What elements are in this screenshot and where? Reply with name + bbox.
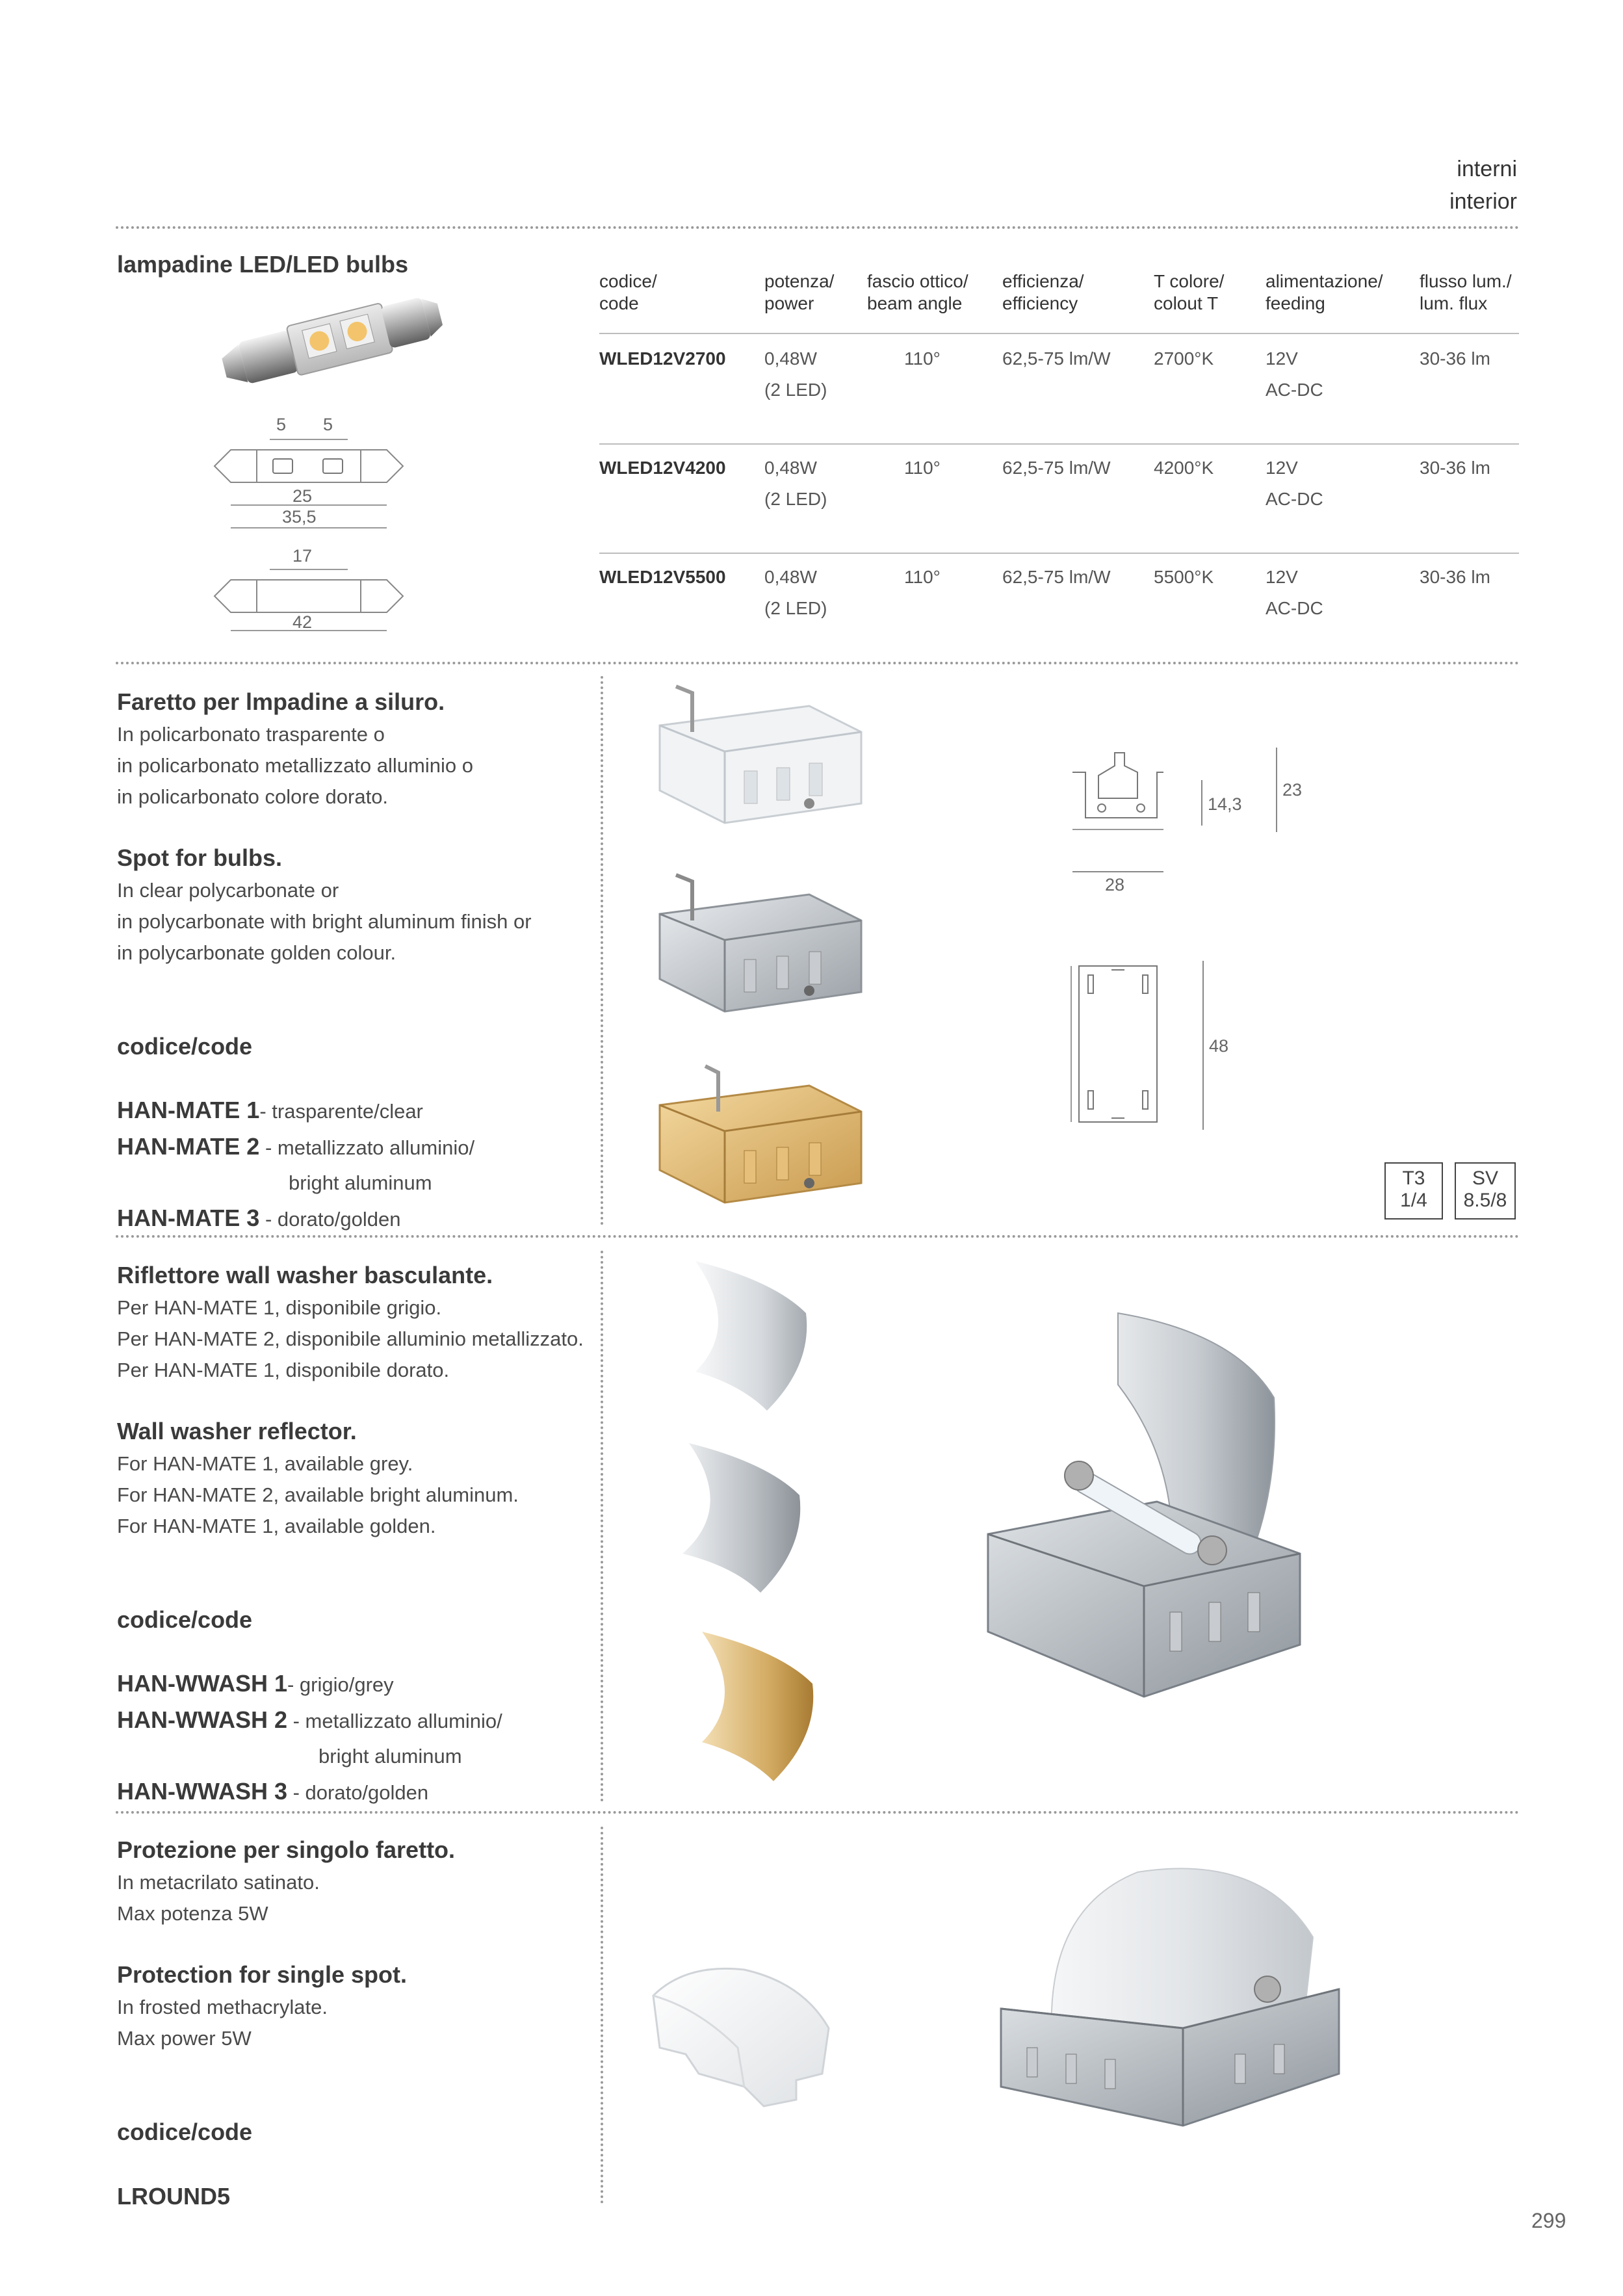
assembled-washer-image bbox=[975, 1307, 1313, 1710]
row-efficiency: 62,5-75 lm/W bbox=[1002, 458, 1111, 478]
dim-14-3: 14,3 bbox=[1208, 794, 1242, 814]
washer-title-en: Wall washer reflector. bbox=[117, 1418, 357, 1444]
code-entry: HAN-MATE 2 - metallizzato alluminio/ bbox=[117, 1133, 475, 1160]
code-entry: HAN-WWASH 3 - dorato/golden bbox=[117, 1778, 429, 1805]
divider bbox=[116, 226, 1520, 229]
section-label-en: interior bbox=[1449, 189, 1517, 214]
socket-badge-t3: T3 1/4 bbox=[1384, 1162, 1443, 1220]
table-rule bbox=[599, 443, 1519, 445]
protection-code-label: codice/code bbox=[117, 2119, 253, 2145]
dim-48: 48 bbox=[1209, 1036, 1229, 1056]
page-number: 299 bbox=[1531, 2209, 1566, 2232]
col-header-color-temp: T colore/ colout T bbox=[1154, 271, 1225, 313]
holder-front-drawing bbox=[1066, 746, 1170, 844]
row-flux: 30-36 lm bbox=[1420, 567, 1490, 587]
table-row bbox=[0, 343, 1623, 415]
bulbs-title: lampadine LED/LED bulbs bbox=[117, 251, 409, 278]
table-rule bbox=[599, 553, 1519, 554]
code-entry: bright aluminum bbox=[289, 1171, 432, 1194]
row-flux: 30-36 lm bbox=[1420, 458, 1490, 478]
protection-cover-image bbox=[647, 1957, 842, 2119]
row-feeding: 12V AC-DC bbox=[1266, 458, 1323, 509]
col-header-code: codice/ code bbox=[599, 271, 657, 313]
divider bbox=[116, 662, 1520, 664]
spot-title-en: Spot for bulbs. bbox=[117, 844, 282, 871]
holder-golden-image bbox=[647, 1053, 874, 1209]
spot-title-it: Faretto per lmpadine a siluro. bbox=[117, 688, 445, 715]
row-beam: 110° bbox=[904, 348, 941, 369]
dim-5b: 5 bbox=[323, 415, 333, 434]
dim-5a: 5 bbox=[276, 415, 287, 434]
row-code: WLED12V2700 bbox=[599, 348, 726, 369]
col-header-feeding: alimentazione/ feeding bbox=[1266, 271, 1383, 313]
holder-aluminum-image bbox=[647, 868, 874, 1018]
protection-body-it: In metacrilato satinato. Max potenza 5W bbox=[117, 1871, 320, 1925]
dim-line bbox=[1072, 871, 1163, 872]
holder-top-drawing bbox=[1066, 961, 1170, 1130]
dim-28: 28 bbox=[1105, 875, 1125, 894]
code-entry: HAN-MATE 3 - dorato/golden bbox=[117, 1205, 401, 1231]
row-color-temp: 2700°K bbox=[1154, 348, 1214, 369]
row-power: 0,48W (2 LED) bbox=[764, 458, 827, 509]
washer-body-en: For HAN-MATE 1, available grey. For HAN-MATE 2, available bright aluminum. For HAN-MATE 1, available golden. bbox=[117, 1452, 519, 1537]
reflector-aluminum-image bbox=[663, 1437, 819, 1599]
row-feeding: 12V AC-DC bbox=[1266, 567, 1323, 618]
dim-25: 25 bbox=[292, 486, 313, 506]
washer-code-label: codice/code bbox=[117, 1606, 253, 1633]
section-label-it: interni bbox=[1457, 157, 1517, 181]
col-header-efficiency: efficienza/ efficiency bbox=[1002, 271, 1084, 313]
row-beam: 110° bbox=[904, 567, 941, 587]
spot-body-en: In clear polycarbonate or in polycarbonate with bright aluminum finish or in polycarbonate golden colour. bbox=[117, 879, 532, 964]
vertical-divider bbox=[601, 676, 603, 1225]
spot-code-label: codice/code bbox=[117, 1033, 253, 1060]
code-entry: HAN-MATE 1- trasparente/clear bbox=[117, 1097, 423, 1123]
row-color-temp: 5500°K bbox=[1154, 567, 1214, 587]
spot-code-list bbox=[117, 1095, 474, 1239]
vertical-divider bbox=[601, 1827, 603, 2204]
dim-42: 42 bbox=[292, 612, 313, 632]
row-flux: 30-36 lm bbox=[1420, 348, 1490, 369]
divider bbox=[116, 1811, 1520, 1814]
row-efficiency: 62,5-75 lm/W bbox=[1002, 567, 1111, 587]
protection-title-it: Protezione per singolo faretto. bbox=[117, 1836, 456, 1863]
dim-17: 17 bbox=[292, 546, 313, 566]
col-header-power: potenza/ power bbox=[764, 271, 835, 313]
holder-clear-image bbox=[647, 680, 874, 829]
divider bbox=[116, 1235, 1520, 1238]
dim-line bbox=[1276, 748, 1277, 832]
protection-title-en: Protection for single spot. bbox=[117, 1961, 408, 1988]
dim-line bbox=[1201, 780, 1202, 826]
dim-line bbox=[1202, 961, 1204, 1130]
socket-badge-sv: SV 8.5/8 bbox=[1455, 1162, 1516, 1220]
row-power: 0,48W (2 LED) bbox=[764, 348, 827, 400]
protection-code: LROUND5 bbox=[117, 2183, 231, 2210]
washer-title-it: Riflettore wall washer basculante. bbox=[117, 1262, 493, 1288]
dim-23: 23 bbox=[1282, 780, 1303, 800]
spot-body-it: In policarbonato trasparente o in policarbonato metallizzato alluminio o in policarbonato colore dorato. bbox=[117, 723, 473, 808]
row-code: WLED12V4200 bbox=[599, 458, 726, 478]
protection-body-en: In frosted methacrylate. Max power 5W bbox=[117, 1996, 328, 2050]
assembled-protection-image bbox=[988, 1859, 1352, 2158]
vertical-divider bbox=[601, 1251, 603, 1802]
row-beam: 110° bbox=[904, 458, 941, 478]
row-color-temp: 4200°K bbox=[1154, 458, 1214, 478]
col-header-lum-flux: flusso lum./ lum. flux bbox=[1420, 271, 1512, 313]
code-entry: HAN-WWASH 2 - metallizzato alluminio/ bbox=[117, 1706, 502, 1733]
washer-body-it: Per HAN-MATE 1, disponibile grigio. Per HAN-MATE 2, disponibile alluminio metallizzato. Per HAN-MATE 1, disponibile dorato. bbox=[117, 1296, 584, 1381]
row-code: WLED12V5500 bbox=[599, 567, 726, 587]
washer-code-list bbox=[117, 1668, 502, 1812]
table-rule bbox=[599, 333, 1519, 334]
row-efficiency: 62,5-75 lm/W bbox=[1002, 348, 1111, 369]
reflector-grey-image bbox=[676, 1255, 825, 1417]
col-header-beam-angle: fascio ottico/ beam angle bbox=[867, 271, 968, 313]
row-feeding: 12V AC-DC bbox=[1266, 348, 1323, 400]
dim-35-5: 35,5 bbox=[282, 507, 317, 527]
table-row bbox=[0, 452, 1623, 524]
code-entry: HAN-WWASH 1- grigio/grey bbox=[117, 1670, 394, 1697]
row-power: 0,48W (2 LED) bbox=[764, 567, 827, 618]
table-row bbox=[0, 562, 1623, 633]
code-entry: bright aluminum bbox=[318, 1745, 462, 1768]
reflector-golden-image bbox=[682, 1625, 832, 1788]
